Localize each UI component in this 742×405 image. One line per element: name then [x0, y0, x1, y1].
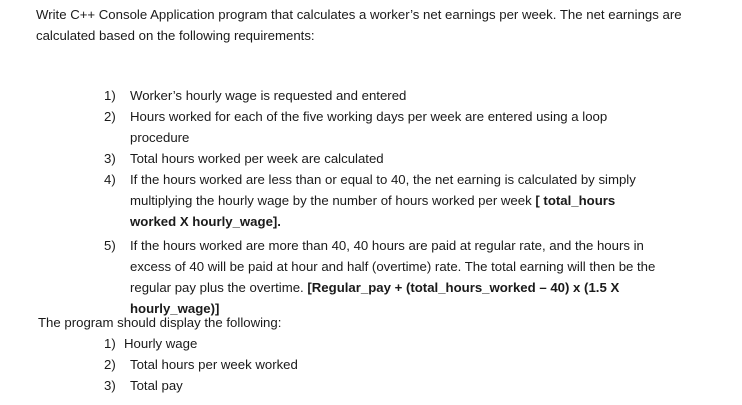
requirement-number: 3)	[104, 151, 116, 166]
requirement-text: Hours worked for each of the five working days per week are entered using a loop procedure	[130, 109, 608, 145]
requirement-text: Worker’s hourly wage is requested and entered	[130, 88, 407, 103]
requirement-number: 1)	[104, 88, 116, 103]
outputs-list	[104, 333, 298, 396]
output-text: Total hours per week worked	[130, 357, 298, 372]
requirement-text: Total hours worked per week are calculated	[130, 151, 384, 166]
requirement-number: 4)	[104, 172, 116, 187]
requirement-number: 2)	[104, 109, 116, 124]
display-heading: The program should display the following:	[38, 315, 282, 330]
requirement-item	[104, 169, 664, 232]
output-item	[104, 375, 298, 396]
requirement-item	[104, 106, 664, 148]
requirement-body: If the hours worked are less than or equal to 40, the net earning is calculated by simply multiplying the hourly wage by the number of hours worked per week	[130, 172, 636, 208]
requirement-text	[130, 169, 664, 232]
intro-paragraph: Write C++ Console Application program that calculates a worker’s net earnings per week. The net earnings are calculated based on the following requirements:	[36, 7, 682, 43]
formula-text: [Regular_pay + (total_hours_worked – 40) x (1.5 X hourly_wage)]	[130, 280, 620, 316]
requirement-item	[104, 85, 664, 106]
requirement-text	[130, 235, 664, 319]
output-item	[104, 354, 298, 375]
output-text: Hourly wage	[124, 336, 198, 351]
output-number: 1)	[104, 336, 116, 351]
formula-text: [ total_hours worked X hourly_wage].	[130, 193, 616, 229]
output-number: 3)	[104, 378, 116, 393]
requirement-number: 5)	[104, 238, 116, 253]
output-number: 2)	[104, 357, 116, 372]
requirement-item	[104, 235, 664, 319]
output-item	[104, 333, 298, 354]
requirements-list	[104, 85, 664, 319]
requirement-item	[104, 148, 664, 169]
output-text: Total pay	[130, 378, 183, 393]
requirement-body: If the hours worked are more than 40, 40 hours are paid at regular rate, and the hours in excess of 40 will be paid at hour and half (overtime) rate. The total earning will then be the regular pay plus the overtime.	[130, 238, 656, 295]
